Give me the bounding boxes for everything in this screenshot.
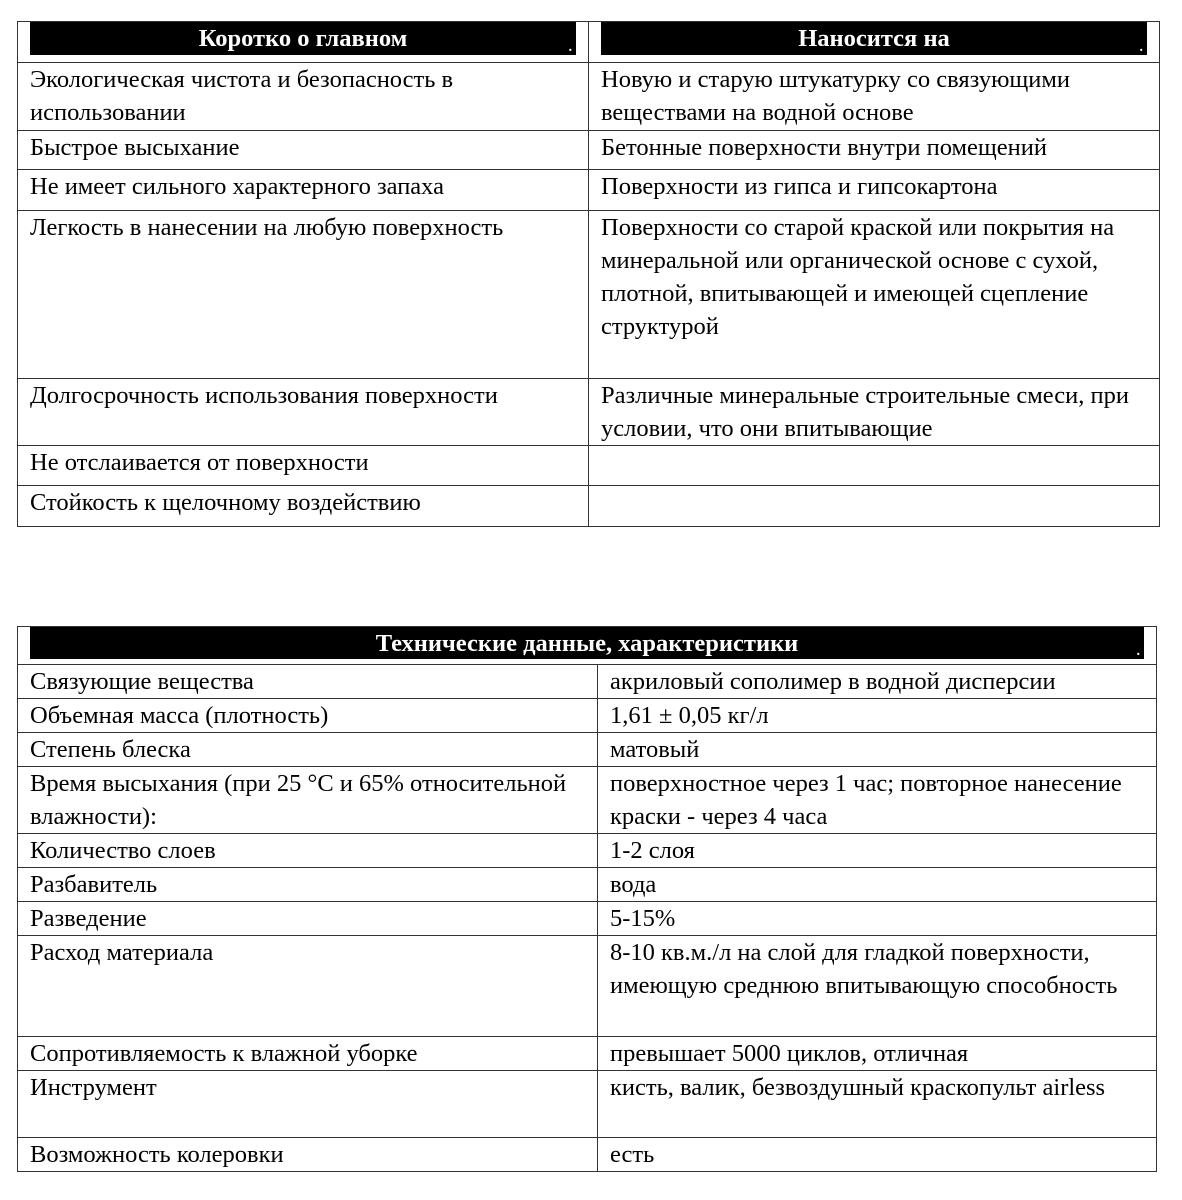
table-row (18, 446, 1160, 486)
table-row (18, 63, 1160, 131)
property-cell: Разведение (18, 902, 598, 936)
property-cell: Количество слоев (18, 834, 598, 868)
tech-header-row (18, 627, 1157, 665)
value-cell: 1-2 слоя (598, 834, 1157, 868)
value-cell: 5-15% (598, 902, 1157, 936)
table-cell: Легкость в нанесении на любую поверхность (18, 211, 589, 379)
property-cell: Разбавитель (18, 868, 598, 902)
value-cell: 1,61 ± 0,05 кг/л (598, 699, 1157, 733)
property-cell: Расход материала (18, 936, 598, 1037)
header-title: Коротко о главном (198, 25, 408, 52)
header-title: Технические данные, характеристики (375, 630, 799, 657)
summary-header-cell (589, 22, 1160, 63)
table-cell: Долгосрочность использования поверхности (18, 379, 589, 446)
tech-table (17, 626, 1157, 1172)
tech-header-cell (18, 627, 1157, 665)
property-cell: Возможность колеровки (18, 1138, 598, 1172)
value-cell: есть (598, 1138, 1157, 1172)
value-cell: превышает 5000 циклов, отличная (598, 1037, 1157, 1071)
property-cell: Время высыхания (при 25 °С и 65% относительной влажности): (18, 767, 598, 834)
value-cell: матовый (598, 733, 1157, 767)
table-row (18, 936, 1157, 1037)
table-row (18, 1071, 1157, 1138)
header-bar (601, 22, 1147, 55)
table-row (18, 665, 1157, 699)
table-row (18, 379, 1160, 446)
value-cell: акриловый сополимер в водной дисперсии (598, 665, 1157, 699)
table-row (18, 1138, 1157, 1172)
header-mark: . (568, 40, 572, 55)
property-cell: Степень блеска (18, 733, 598, 767)
table-row (18, 211, 1160, 379)
table-row (18, 902, 1157, 936)
value-cell: 8-10 кв.м./л на слой для гладкой поверхности, имеющую среднюю впитывающую способность (598, 936, 1157, 1037)
property-cell: Инструмент (18, 1071, 598, 1138)
value-cell: кисть, валик, безвоздушный краскопульт airless (598, 1071, 1157, 1138)
header-bar (30, 22, 576, 55)
property-cell: Связующие вещества (18, 665, 598, 699)
table-cell: Различные минеральные строительные смеси, при условии, что они впитывающие (589, 379, 1160, 446)
table-cell: Новую и старую штукатурку со связующими веществами на водной основе (589, 63, 1160, 131)
header-title: Наносится на (798, 25, 950, 52)
value-cell: поверхностное через 1 час; повторное нанесение краски - через 4 часа (598, 767, 1157, 834)
value-cell: вода (598, 868, 1157, 902)
table-row (18, 834, 1157, 868)
table-row (18, 170, 1160, 211)
property-cell: Объемная масса (плотность) (18, 699, 598, 733)
table-cell: Не имеет сильного характерного запаха (18, 170, 589, 211)
header-bar (30, 627, 1144, 659)
table-row (18, 868, 1157, 902)
table-row (18, 486, 1160, 527)
table-row (18, 1037, 1157, 1071)
table-cell: Поверхности со старой краской или покрытия на минеральной или органической основе с сухой, плотной, впитывающей и имеющей сцепление структурой (589, 211, 1160, 379)
table-row (18, 733, 1157, 767)
table-cell: Бетонные поверхности внутри помещений (589, 131, 1160, 170)
header-mark: . (1139, 40, 1143, 55)
table-cell: Не отслаивается от поверхности (18, 446, 589, 486)
summary-header-cell (18, 22, 589, 63)
table-cell: Экологическая чистота и безопасность в использовании (18, 63, 589, 131)
table-row (18, 131, 1160, 170)
header-mark: . (1136, 644, 1141, 659)
table-row (18, 767, 1157, 834)
table-cell: Поверхности из гипса и гипсокартона (589, 170, 1160, 211)
table-row (18, 699, 1157, 733)
table-cell: Быстрое высыхание (18, 131, 589, 170)
summary-table (17, 21, 1160, 527)
table-cell (589, 486, 1160, 527)
table-cell: Стойкость к щелочному воздействию (18, 486, 589, 527)
property-cell: Сопротивляемость к влажной уборке (18, 1037, 598, 1071)
summary-header-row (18, 22, 1160, 63)
table-cell (589, 446, 1160, 486)
